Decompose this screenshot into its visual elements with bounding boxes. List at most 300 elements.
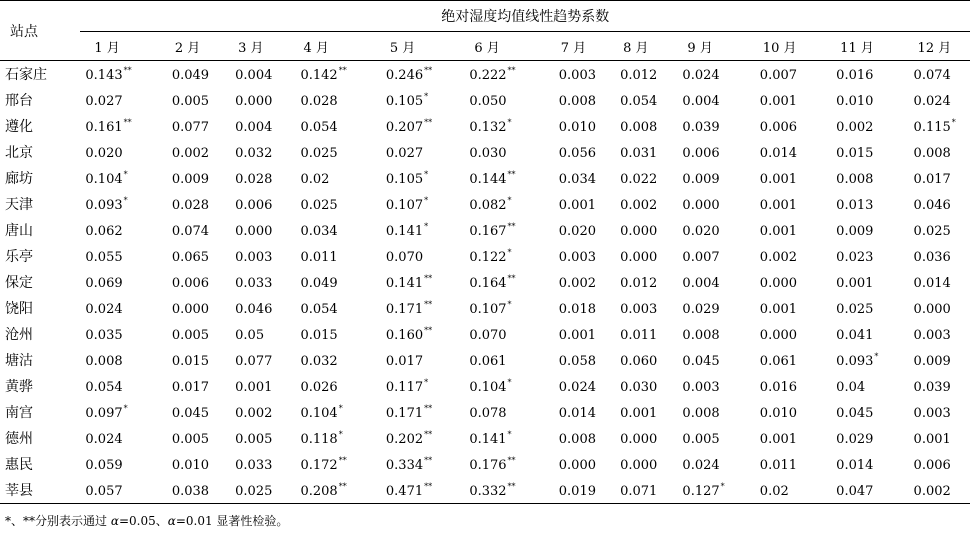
table-cell: [755, 477, 830, 504]
cell-value: 0.143: [85, 67, 123, 83]
cell-value: 0.097: [85, 405, 123, 421]
cell-value: 0.000: [558, 457, 596, 473]
table-cell: [615, 87, 679, 113]
table-cell: [679, 165, 754, 191]
significance-mark: **: [507, 273, 516, 283]
table-cell: [165, 477, 230, 504]
cell-value: 0.332: [469, 483, 507, 499]
table-cell: [830, 61, 905, 88]
cell-value: 0.160: [385, 327, 424, 343]
table-cell: [906, 139, 970, 165]
cell-value: 0.069: [85, 275, 123, 291]
table-cell: [679, 87, 754, 113]
table-cell: [295, 451, 379, 477]
table-cell: [551, 61, 615, 88]
table-cell: [165, 243, 230, 269]
cell-value: 0.105: [385, 93, 424, 109]
cell-value: 0.039: [913, 379, 951, 395]
cell-value: 0.008: [682, 327, 720, 343]
cell-value: 0.001: [558, 327, 596, 343]
cell-value: 0.107: [385, 197, 424, 213]
cell-value: 0.208: [300, 483, 338, 499]
table-cell: [464, 477, 550, 504]
cell-value: 0.009: [913, 353, 951, 369]
table-cell: [830, 87, 905, 113]
table-cell: [551, 87, 615, 113]
cell-value: 0.061: [469, 353, 507, 369]
table-cell: [464, 243, 550, 269]
table-cell: [165, 191, 230, 217]
significance-mark: **: [123, 65, 132, 75]
table-cell: [464, 321, 550, 347]
cell-value: 0.010: [759, 405, 798, 421]
cell-value: 0.003: [913, 327, 951, 343]
table-cell: [551, 451, 615, 477]
cell-value: 0.002: [620, 197, 658, 213]
cell-value: 0.024: [913, 93, 951, 109]
table-cell: [295, 191, 379, 217]
cell-value: 0.010: [558, 119, 596, 135]
month-header: 11 月: [830, 32, 905, 61]
table-cell: [906, 399, 970, 425]
table-cell: [615, 113, 679, 139]
table-cell: [464, 217, 550, 243]
table-cell: [464, 399, 550, 425]
table-cell: [80, 321, 164, 347]
table-row: [0, 477, 970, 504]
group-title: 绝对湿度均值线性趋势系数: [80, 1, 970, 32]
cell-value: 0.171: [385, 301, 424, 317]
significance-mark: *: [424, 169, 429, 179]
cell-value: 0.036: [913, 249, 951, 265]
significance-mark: **: [424, 299, 433, 309]
table-cell: [615, 269, 679, 295]
cell-value: 0.058: [558, 353, 596, 369]
cell-value: 0.012: [620, 275, 658, 291]
month-header: 1 月: [80, 32, 164, 61]
table-cell: [551, 347, 615, 373]
cell-value: 0.006: [682, 145, 720, 161]
cell-value: 0.008: [558, 93, 596, 109]
table-cell: [464, 451, 550, 477]
table-cell: [906, 243, 970, 269]
table-cell: [165, 321, 230, 347]
table-cell: [295, 61, 379, 88]
table-cell: [679, 373, 754, 399]
table-row: [0, 165, 970, 191]
cell-value: 0.056: [558, 145, 596, 161]
cell-value: 0.334: [385, 457, 424, 473]
month-header: 9 月: [679, 32, 754, 61]
cell-value: 0.093: [836, 353, 874, 369]
cell-value: 0.074: [913, 67, 951, 83]
table-cell: [615, 373, 679, 399]
table-row: [0, 139, 970, 165]
cell-value: 0.006: [759, 119, 798, 135]
cell-value: 0.070: [469, 327, 507, 343]
table-cell: [464, 269, 550, 295]
table-cell: [230, 87, 295, 113]
table-cell: [755, 217, 830, 243]
significance-mark: **: [338, 455, 347, 465]
cell-value: 0.002: [913, 483, 951, 499]
cell-value: 0.017: [171, 379, 210, 395]
cell-value: 0.057: [85, 483, 123, 499]
table-cell: [906, 191, 970, 217]
station-name: 饶阳: [5, 301, 33, 317]
cell-value: 0.012: [620, 67, 658, 83]
cell-value: 0.104: [469, 379, 507, 395]
table-cell: [679, 347, 754, 373]
table-cell: [755, 61, 830, 88]
table-cell: [755, 373, 830, 399]
cell-value: 0.000: [620, 457, 658, 473]
cell-value: 0.047: [836, 483, 874, 499]
table-cell: [230, 399, 295, 425]
table-cell: [830, 295, 905, 321]
table-cell: [615, 347, 679, 373]
cell-value: 0.054: [620, 93, 658, 109]
table-cell: [80, 425, 164, 451]
station-name: 惠民: [5, 457, 33, 473]
cell-value: 0.009: [836, 223, 874, 239]
table-cell: [80, 217, 164, 243]
cell-value: 0.020: [558, 223, 596, 239]
table-cell: [615, 399, 679, 425]
cell-value: 0.011: [620, 327, 658, 343]
cell-value: 0.207: [385, 119, 424, 135]
cell-value: 0.001: [759, 431, 798, 447]
table-cell: [80, 477, 164, 504]
table-cell: [295, 347, 379, 373]
month-header: 6 月: [464, 32, 550, 61]
cell-value: 0.006: [235, 197, 273, 213]
table-cell: [230, 295, 295, 321]
cell-value: 0.016: [836, 67, 874, 83]
table-cell: [906, 477, 970, 504]
table-cell: [230, 321, 295, 347]
table-cell: [80, 61, 164, 88]
cell-value: 0.027: [385, 145, 424, 161]
table-cell: [380, 373, 464, 399]
cell-value: 0.049: [171, 67, 210, 83]
cell-value: 0.018: [558, 301, 596, 317]
table-cell: [80, 373, 164, 399]
table-cell: [295, 295, 379, 321]
cell-value: 0.082: [469, 197, 507, 213]
table-cell: [615, 425, 679, 451]
cell-value: 0.002: [558, 275, 596, 291]
cell-value: 0.024: [85, 301, 123, 317]
table-cell: [380, 165, 464, 191]
cell-value: 0.032: [300, 353, 338, 369]
table-cell: [165, 373, 230, 399]
table-cell: [906, 165, 970, 191]
cell-value: 0.176: [469, 457, 507, 473]
table-cell: [230, 477, 295, 504]
cell-value: 0.003: [620, 301, 658, 317]
table-cell: [380, 113, 464, 139]
station-name: 唐山: [5, 223, 33, 239]
cell-value: 0.107: [469, 301, 507, 317]
table-cell: [830, 165, 905, 191]
cell-value: 0.002: [171, 145, 210, 161]
cell-value: 0.000: [620, 223, 658, 239]
table-cell: [80, 165, 164, 191]
table-cell: [380, 295, 464, 321]
table-cell: [906, 217, 970, 243]
table-row: [0, 217, 970, 243]
table-cell: [230, 61, 295, 88]
cell-value: 0.015: [171, 353, 210, 369]
cell-value: 0.029: [682, 301, 720, 317]
cell-value: 0.060: [620, 353, 658, 369]
table-cell: [755, 425, 830, 451]
station-name: 北京: [5, 145, 33, 161]
footnote-prefix: *、**分别表示通过: [5, 514, 111, 528]
table-cell: [551, 113, 615, 139]
significance-mark: *: [874, 351, 879, 361]
cell-value: 0.041: [836, 327, 874, 343]
cell-value: 0.02: [300, 171, 330, 187]
table-cell: [830, 477, 905, 504]
cell-value: 0.122: [469, 249, 507, 265]
significance-mark: *: [123, 195, 128, 205]
cell-value: 0.039: [682, 119, 720, 135]
table-cell: [295, 477, 379, 504]
table-cell: [551, 477, 615, 504]
table-cell: [165, 295, 230, 321]
table-cell: [464, 165, 550, 191]
table-cell: [551, 139, 615, 165]
cell-value: 0.117: [385, 379, 424, 395]
cell-value: 0.003: [913, 405, 951, 421]
table-cell: [615, 451, 679, 477]
cell-value: 0.008: [913, 145, 951, 161]
month-header: 8 月: [615, 32, 679, 61]
table-cell: [295, 139, 379, 165]
significance-mark: **: [507, 221, 516, 231]
table-cell: [679, 61, 754, 88]
cell-value: 0.045: [836, 405, 874, 421]
cell-value: 0.025: [300, 197, 338, 213]
cell-value: 0.025: [235, 483, 273, 499]
cell-value: 0.024: [85, 431, 123, 447]
table-cell: [830, 321, 905, 347]
table-cell: [464, 425, 550, 451]
station-name: 塘沽: [5, 353, 33, 369]
cell-value: 0.049: [300, 275, 338, 291]
cell-value: 0.000: [171, 301, 210, 317]
table-cell: [230, 451, 295, 477]
table-row: [0, 347, 970, 373]
cell-value: 0.028: [171, 197, 210, 213]
station-name: 乐亭: [5, 249, 33, 265]
table-cell: [551, 295, 615, 321]
table-cell: [679, 321, 754, 347]
significance-mark: **: [424, 481, 433, 491]
table-cell: [830, 347, 905, 373]
cell-value: 0.030: [469, 145, 507, 161]
cell-value: 0.008: [836, 171, 874, 187]
table-cell: [230, 243, 295, 269]
significance-mark: *: [338, 403, 343, 413]
table-cell: [165, 451, 230, 477]
cell-value: 0.009: [682, 171, 720, 187]
table-cell: [830, 425, 905, 451]
cell-value: 0.172: [300, 457, 338, 473]
cell-value: 0.011: [300, 249, 338, 265]
cell-value: 0.093: [85, 197, 123, 213]
cell-value: 0.030: [620, 379, 658, 395]
table-cell: [830, 217, 905, 243]
table-cell: [679, 399, 754, 425]
table-cell: [380, 191, 464, 217]
table-cell: [679, 269, 754, 295]
table-cell: [80, 295, 164, 321]
table-cell: [380, 139, 464, 165]
table-cell: [906, 451, 970, 477]
table-cell: [80, 347, 164, 373]
table-cell: [755, 269, 830, 295]
cell-value: 0.000: [682, 197, 720, 213]
cell-value: 0.028: [300, 93, 338, 109]
cell-value: 0.008: [620, 119, 658, 135]
table-cell: [380, 347, 464, 373]
cell-value: 0.127: [682, 483, 720, 499]
table-cell: [615, 217, 679, 243]
significance-mark: *: [507, 195, 512, 205]
cell-value: 0.014: [759, 145, 798, 161]
table-cell: [679, 477, 754, 504]
table-cell: [906, 425, 970, 451]
station-name: 保定: [5, 275, 33, 291]
table-cell: [755, 321, 830, 347]
cell-value: 0.141: [385, 275, 424, 291]
cell-value: 0.471: [385, 483, 424, 499]
table-cell: [615, 321, 679, 347]
cell-value: 0.246: [385, 67, 424, 83]
cell-value: 0.007: [682, 249, 720, 265]
table-cell: [615, 139, 679, 165]
significance-mark: *: [424, 91, 429, 101]
table-cell: [464, 295, 550, 321]
cell-value: 0.034: [300, 223, 338, 239]
table-cell: [80, 191, 164, 217]
table-cell: [295, 87, 379, 113]
cell-value: 0.001: [759, 301, 798, 317]
cell-value: 0.141: [469, 431, 507, 447]
table-cell: [165, 217, 230, 243]
cell-value: 0.062: [85, 223, 123, 239]
cell-value: 0.014: [836, 457, 874, 473]
significance-mark: **: [338, 65, 347, 75]
table-row: [0, 321, 970, 347]
table-cell: [295, 165, 379, 191]
cell-value: 0.004: [235, 67, 273, 83]
cell-value: 0.006: [171, 275, 210, 291]
table-cell: [165, 61, 230, 88]
cell-value: 0.104: [300, 405, 338, 421]
table-cell: [551, 269, 615, 295]
table-cell: [230, 113, 295, 139]
significance-mark: *: [424, 195, 429, 205]
month-header: 12 月: [906, 32, 970, 61]
cell-value: 0.006: [913, 457, 951, 473]
cell-value: 0.008: [682, 405, 720, 421]
cell-value: 0.045: [171, 405, 210, 421]
table-cell: [755, 347, 830, 373]
table-cell: [679, 243, 754, 269]
table-cell: [165, 139, 230, 165]
cell-value: 0.054: [300, 301, 338, 317]
cell-value: 0.115: [913, 119, 951, 135]
table-cell: [755, 191, 830, 217]
significance-mark: *: [951, 117, 956, 127]
significance-mark: **: [123, 117, 132, 127]
cell-value: 0.025: [913, 223, 951, 239]
table-row: [0, 61, 970, 88]
significance-mark: **: [424, 325, 433, 335]
station-name: 莘县: [0, 477, 80, 504]
cell-value: 0.001: [759, 93, 798, 109]
footnote-value-2: =0.01 显著性检验。: [175, 514, 289, 528]
table-cell: [615, 61, 679, 88]
table-cell: [906, 295, 970, 321]
table-cell: [80, 139, 164, 165]
month-header: 2 月: [165, 32, 230, 61]
cell-value: 0.010: [171, 457, 210, 473]
table-cell: [380, 87, 464, 113]
table-cell: [615, 295, 679, 321]
table-row: [0, 113, 970, 139]
cell-value: 0.038: [171, 483, 210, 499]
cell-value: 0.055: [85, 249, 123, 265]
cell-value: 0.016: [759, 379, 798, 395]
table-cell: [165, 425, 230, 451]
cell-value: 0.001: [759, 171, 798, 187]
cell-value: 0.024: [682, 457, 720, 473]
cell-value: 0.014: [913, 275, 951, 291]
cell-value: 0.045: [682, 353, 720, 369]
cell-value: 0.001: [836, 275, 874, 291]
station-name: 黄骅: [5, 379, 33, 395]
cell-value: 0.071: [620, 483, 658, 499]
cell-value: 0.017: [913, 171, 951, 187]
table-cell: [615, 243, 679, 269]
table-row: [0, 399, 970, 425]
significance-mark: *: [123, 169, 128, 179]
cell-value: 0.000: [620, 431, 658, 447]
table-cell: [464, 87, 550, 113]
cell-value: 0.161: [85, 119, 123, 135]
cell-value: 0.001: [235, 379, 273, 395]
significance-mark: **: [507, 65, 516, 75]
cell-value: 0.031: [620, 145, 658, 161]
cell-value: 0.029: [836, 431, 874, 447]
cell-value: 0.005: [235, 431, 273, 447]
footnote: [5, 512, 288, 529]
cell-value: 0.000: [759, 327, 798, 343]
cell-value: 0.000: [235, 223, 273, 239]
significance-mark: *: [424, 377, 429, 387]
table-cell: [551, 217, 615, 243]
station-name: 邢台: [5, 93, 33, 109]
station-name: 遵化: [5, 119, 33, 135]
cell-value: 0.003: [235, 249, 273, 265]
cell-value: 0.035: [85, 327, 123, 343]
cell-value: 0.033: [235, 275, 273, 291]
